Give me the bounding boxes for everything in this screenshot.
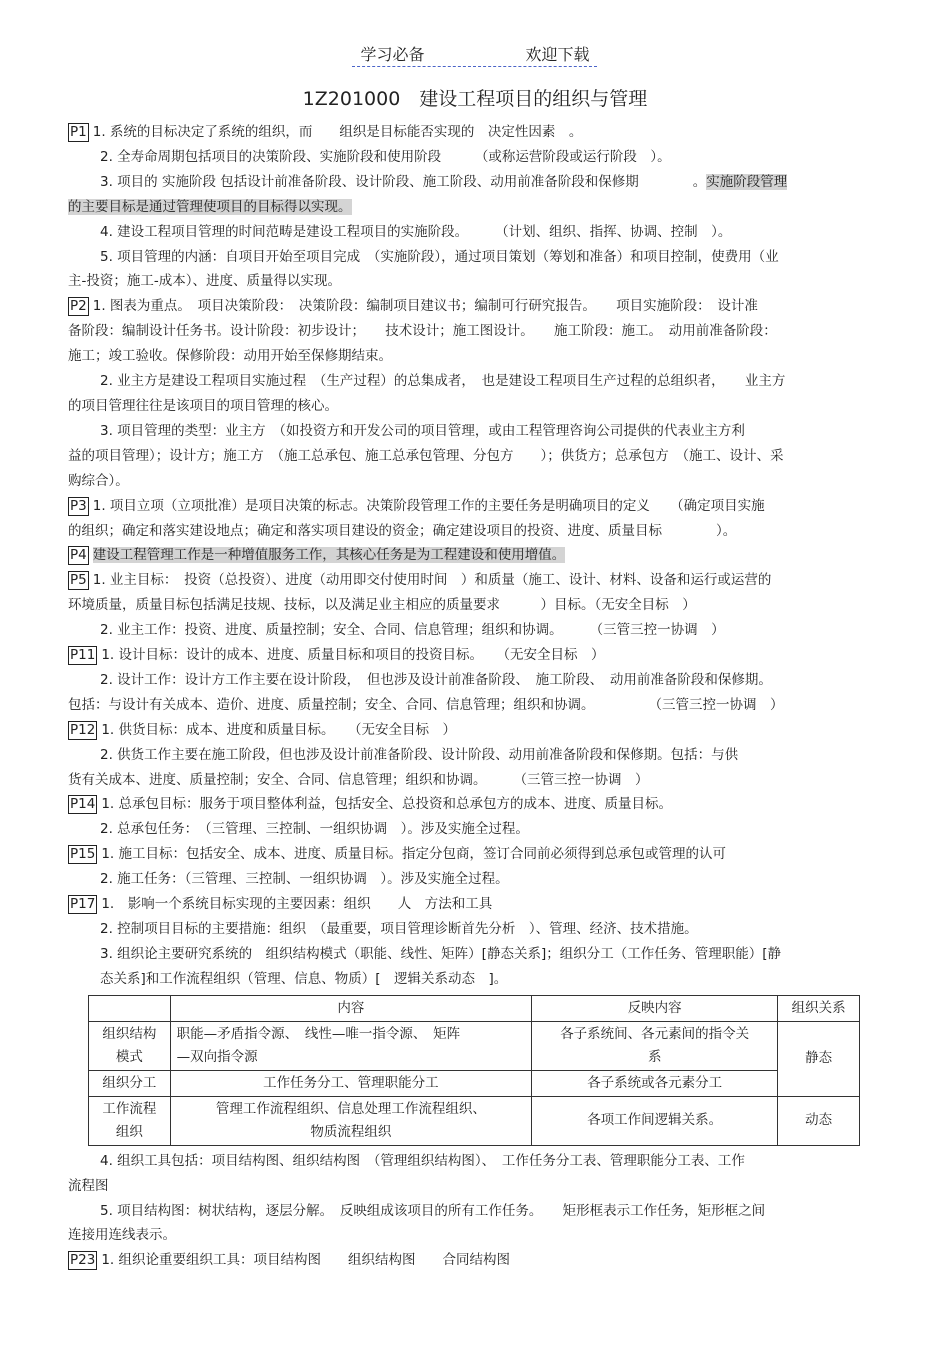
paragraph-line: 4. 组织工具包括：项目结构图、组织结构图 （管理组织结构图）、 工作任务分工表、管理职能分工表、工作 xyxy=(100,1152,745,1169)
paragraph-line: 2. 设计工作：设计方工作主要在设计阶段， 但也涉及设计前准备阶段、 施工阶段、 动用前准备阶段和保修期。 xyxy=(100,671,772,688)
paragraph-line xyxy=(68,842,883,867)
page-header xyxy=(0,42,950,65)
header-rule xyxy=(352,66,597,67)
page-tag: P2 xyxy=(70,298,87,315)
paragraph-line: 的项目管理往往是该项目的项目管理的核心。 xyxy=(68,397,338,414)
paragraph-line xyxy=(68,792,883,817)
paragraph-line: 连接用连线表示。 xyxy=(68,1227,176,1244)
table-row xyxy=(89,1070,860,1096)
paragraph-line xyxy=(68,643,883,668)
text-line: 1. 总承包目标：服务于项目整体利益，包括安全、总投资和总承包方的成本、进度、质量目标。 xyxy=(101,796,672,813)
document-body xyxy=(68,120,883,1273)
table-cell-reflects: 各子系统间、各元素间的指令关 系 xyxy=(532,1021,778,1070)
table-header-cell: 内容 xyxy=(170,995,531,1021)
paragraph-line: 3. 项目管理的类型：业主方 （如投资方和开发公司的项目管理，或由工程管理咨询公司提供的代表业主方利 xyxy=(100,422,745,439)
text-line: 1. 设计目标：设计的成本、进度、质量目标和项目的投资目标。 （无安全目标 ） xyxy=(101,647,605,664)
header-left: 学习必备 xyxy=(360,45,425,64)
table-cell-content: 管理工作流程组织、信息处理工作流程组织、 物质流程组织 xyxy=(170,1096,531,1145)
highlighted-text: 建设工程管理工作是一种增值服务工作，其核心任务是为工程建设和使用增值。 xyxy=(92,547,566,564)
table-cell-name: 工作流程 组织 xyxy=(89,1096,171,1145)
paragraph-line xyxy=(68,170,883,195)
text-line: 1. 系统的目标决定了系统的组织，而 组织是目标能否实现的 决定性因素 。 xyxy=(92,124,583,140)
highlighted-text: 实施阶段管理 xyxy=(706,173,788,190)
paragraph-line: 2. 业主方是建设工程项目实施过程 （生产过程）的总集成者， 也是建设工程项目生产过程的总组织者， 业主方 xyxy=(100,373,786,390)
organization-table xyxy=(88,995,860,1146)
text-line: 1. 项目立项（立项批准）是项目决策的标志。决策阶段管理工作的主要任务是明确项目的定义 （确定项目实施 xyxy=(92,497,765,514)
header-right: 欢迎下载 xyxy=(525,45,590,64)
table-cell-content: 职能—矛盾指令源、 线性—唯一指令源、 矩阵 —双向指令源 xyxy=(170,1021,531,1070)
table-header-cell: 组织关系 xyxy=(778,995,860,1021)
paragraph-line xyxy=(68,718,883,743)
paragraph-line: 2. 总承包任务： （三管理、三控制、一组织协调 ）。涉及实施全过程。 xyxy=(100,821,529,838)
paragraph-line: 环境质量，质量目标包括满足技规、技标，以及满足业主相应的质量要求 ）目标。（无安全目标 ） xyxy=(68,597,696,614)
table-cell-content: 工作任务分工、管理职能分工 xyxy=(170,1070,531,1096)
paragraph-line: 2. 控制项目目标的主要措施：组织 （最重要，项目管理诊断首先分析 ）、管理、经济、技术措施。 xyxy=(100,921,698,937)
table-cell-relation: 动态 xyxy=(778,1096,860,1145)
table-cell-reflects: 各项工作间逻辑关系。 xyxy=(532,1096,778,1145)
page-tag: P11 xyxy=(70,647,96,664)
text-line: 1. 影响一个系统目标实现的主要因素：组织 人 方法和工具 xyxy=(101,896,493,913)
table-row xyxy=(89,1021,860,1070)
page-tag: P1 xyxy=(70,124,87,140)
paragraph-line: 2. 全寿命周期包括项目的决策阶段、实施阶段和使用阶段 （或称运营阶段或运行阶段 ）。 xyxy=(100,148,671,165)
text-line: 1. 图表为重点。 项目决策阶段： 决策阶段：编制项目建议书；编制可行研究报告。 项目实施阶段： 设计准 xyxy=(92,298,758,315)
paragraph-line xyxy=(68,294,883,319)
table-header-cell: 反映内容 xyxy=(532,995,778,1021)
paragraph-line: 2. 业主工作：投资、进度、质量控制；安全、合同、信息管理；组织和协调。 （三管三控一协调 ） xyxy=(100,622,725,639)
paragraph-line: 态关系]和工作流程组织（管理、信息、物质）[ 逻辑关系动态 ]。 xyxy=(100,970,508,987)
paragraph-line: 货有关成本、进度、质量控制；安全、合同、信息管理；组织和协调。 （三管三控一协调 ） xyxy=(68,771,649,788)
text-line: 1. 施工目标：包括安全、成本、进度、质量目标。指定分包商，签订合同前必须得到总承包或管理的认可 xyxy=(101,846,726,863)
paragraph-line: 包括：与设计有关成本、造价、进度、质量控制；安全、合同、信息管理；组织和协调。 （三管三控一协调 ） xyxy=(68,696,784,713)
paragraph-line: 备阶段：编制设计任务书。设计阶段：初步设计； 技术设计；施工图设计。 施工阶段：施工。 动用前准备阶段： xyxy=(68,323,777,340)
page-tag: P3 xyxy=(70,497,87,514)
text-line: 3. 项目的 实施阶段 包括设计前准备阶段、设计阶段、施工阶段、动用前准备阶段和保修期 。 xyxy=(100,173,707,190)
table-cell-name: 组织结构 模式 xyxy=(89,1021,171,1070)
paragraph-line xyxy=(68,568,883,593)
table-header-cell xyxy=(89,995,171,1021)
paragraph-line xyxy=(68,543,883,568)
paragraph-line: 3. 组织论主要研究系统的 组织结构模式（职能、线性、矩阵）[静态关系]；组织分工（工作任务、管理职能）[静 xyxy=(100,945,781,962)
table-row xyxy=(89,1096,860,1145)
table-cell-reflects: 各子系统或各元素分工 xyxy=(532,1070,778,1096)
paragraph-line: 5. 项目结构图：树状结构，逐层分解。 反映组成该项目的所有工作任务。 矩形框表示工作任务，矩形框之间 xyxy=(100,1202,766,1219)
paragraph-line: 的组织；确定和落实建设地点；确定和落实项目建设的资金；确定建设项目的投资、进度、质量目标 ）。 xyxy=(68,522,737,539)
paragraph-line xyxy=(68,195,883,220)
table-cell-relation: 静态 xyxy=(778,1021,860,1096)
paragraph-line xyxy=(68,120,883,145)
paragraph-line xyxy=(68,892,883,917)
paragraph-line xyxy=(68,1248,883,1273)
paragraph-line: 2. 施工任务：（三管理、三控制、一组织协调 ）。涉及实施全过程。 xyxy=(100,871,509,888)
highlighted-text: 的主要目标是通过管理使项目的目标得以实现。 xyxy=(68,198,352,215)
paragraph-line: 5. 项目管理的内涵：自项目开始至项目完成 （实施阶段），通过项目策划（筹划和准备）和项目控制，使费用（业 xyxy=(100,248,779,265)
text-line: 1. 组织论重要组织工具：项目结构图 组织结构图 合同结构图 xyxy=(101,1252,510,1269)
paragraph-line: 流程图 xyxy=(68,1177,109,1194)
page-tag: P12 xyxy=(70,721,96,738)
paragraph-line xyxy=(68,494,883,519)
page-tag: P15 xyxy=(70,846,96,863)
page-tag: P5 xyxy=(70,572,87,589)
table-header-row xyxy=(89,995,860,1021)
paragraph-line: 施工；竣工验收。保修阶段：动用开始至保修期结束。 xyxy=(68,348,392,365)
paragraph-line: 4. 建设工程项目管理的时间范畴是建设工程项目的实施阶段。 （计划、组织、指挥、协调、控制 ）。 xyxy=(100,223,732,240)
page-tag: P23 xyxy=(70,1252,96,1269)
page-tag: P4 xyxy=(70,547,87,564)
document-title: 1Z201000 建设工程项目的组织与管理 xyxy=(302,88,648,110)
page-tag: P14 xyxy=(70,796,96,813)
text-line: 1. 供货目标：成本、进度和质量目标。 （无安全目标 ） xyxy=(101,721,456,738)
table-cell-name: 组织分工 xyxy=(89,1070,171,1096)
paragraph-line: 购综合）。 xyxy=(68,472,129,489)
page-tag: P17 xyxy=(70,896,96,913)
text-line: 1. 业主目标： 投资（总投资）、进度（动用即交付使用时间 ）和质量（施工、设计、材料、设备和运行或运营的 xyxy=(92,572,772,589)
paragraph-line: 主-投资；施工-成本）、进度、质量得以实现。 xyxy=(68,273,341,290)
paragraph-line: 益的项目管理）；设计方；施工方 （施工总承包、施工总承包管理、分包方 ）；供货方；总承包方 （施工、设计、采 xyxy=(68,447,784,464)
paragraph-line: 2. 供货工作主要在施工阶段，但也涉及设计前准备阶段、设计阶段、动用前准备阶段和保修期。包括：与供 xyxy=(100,746,739,763)
